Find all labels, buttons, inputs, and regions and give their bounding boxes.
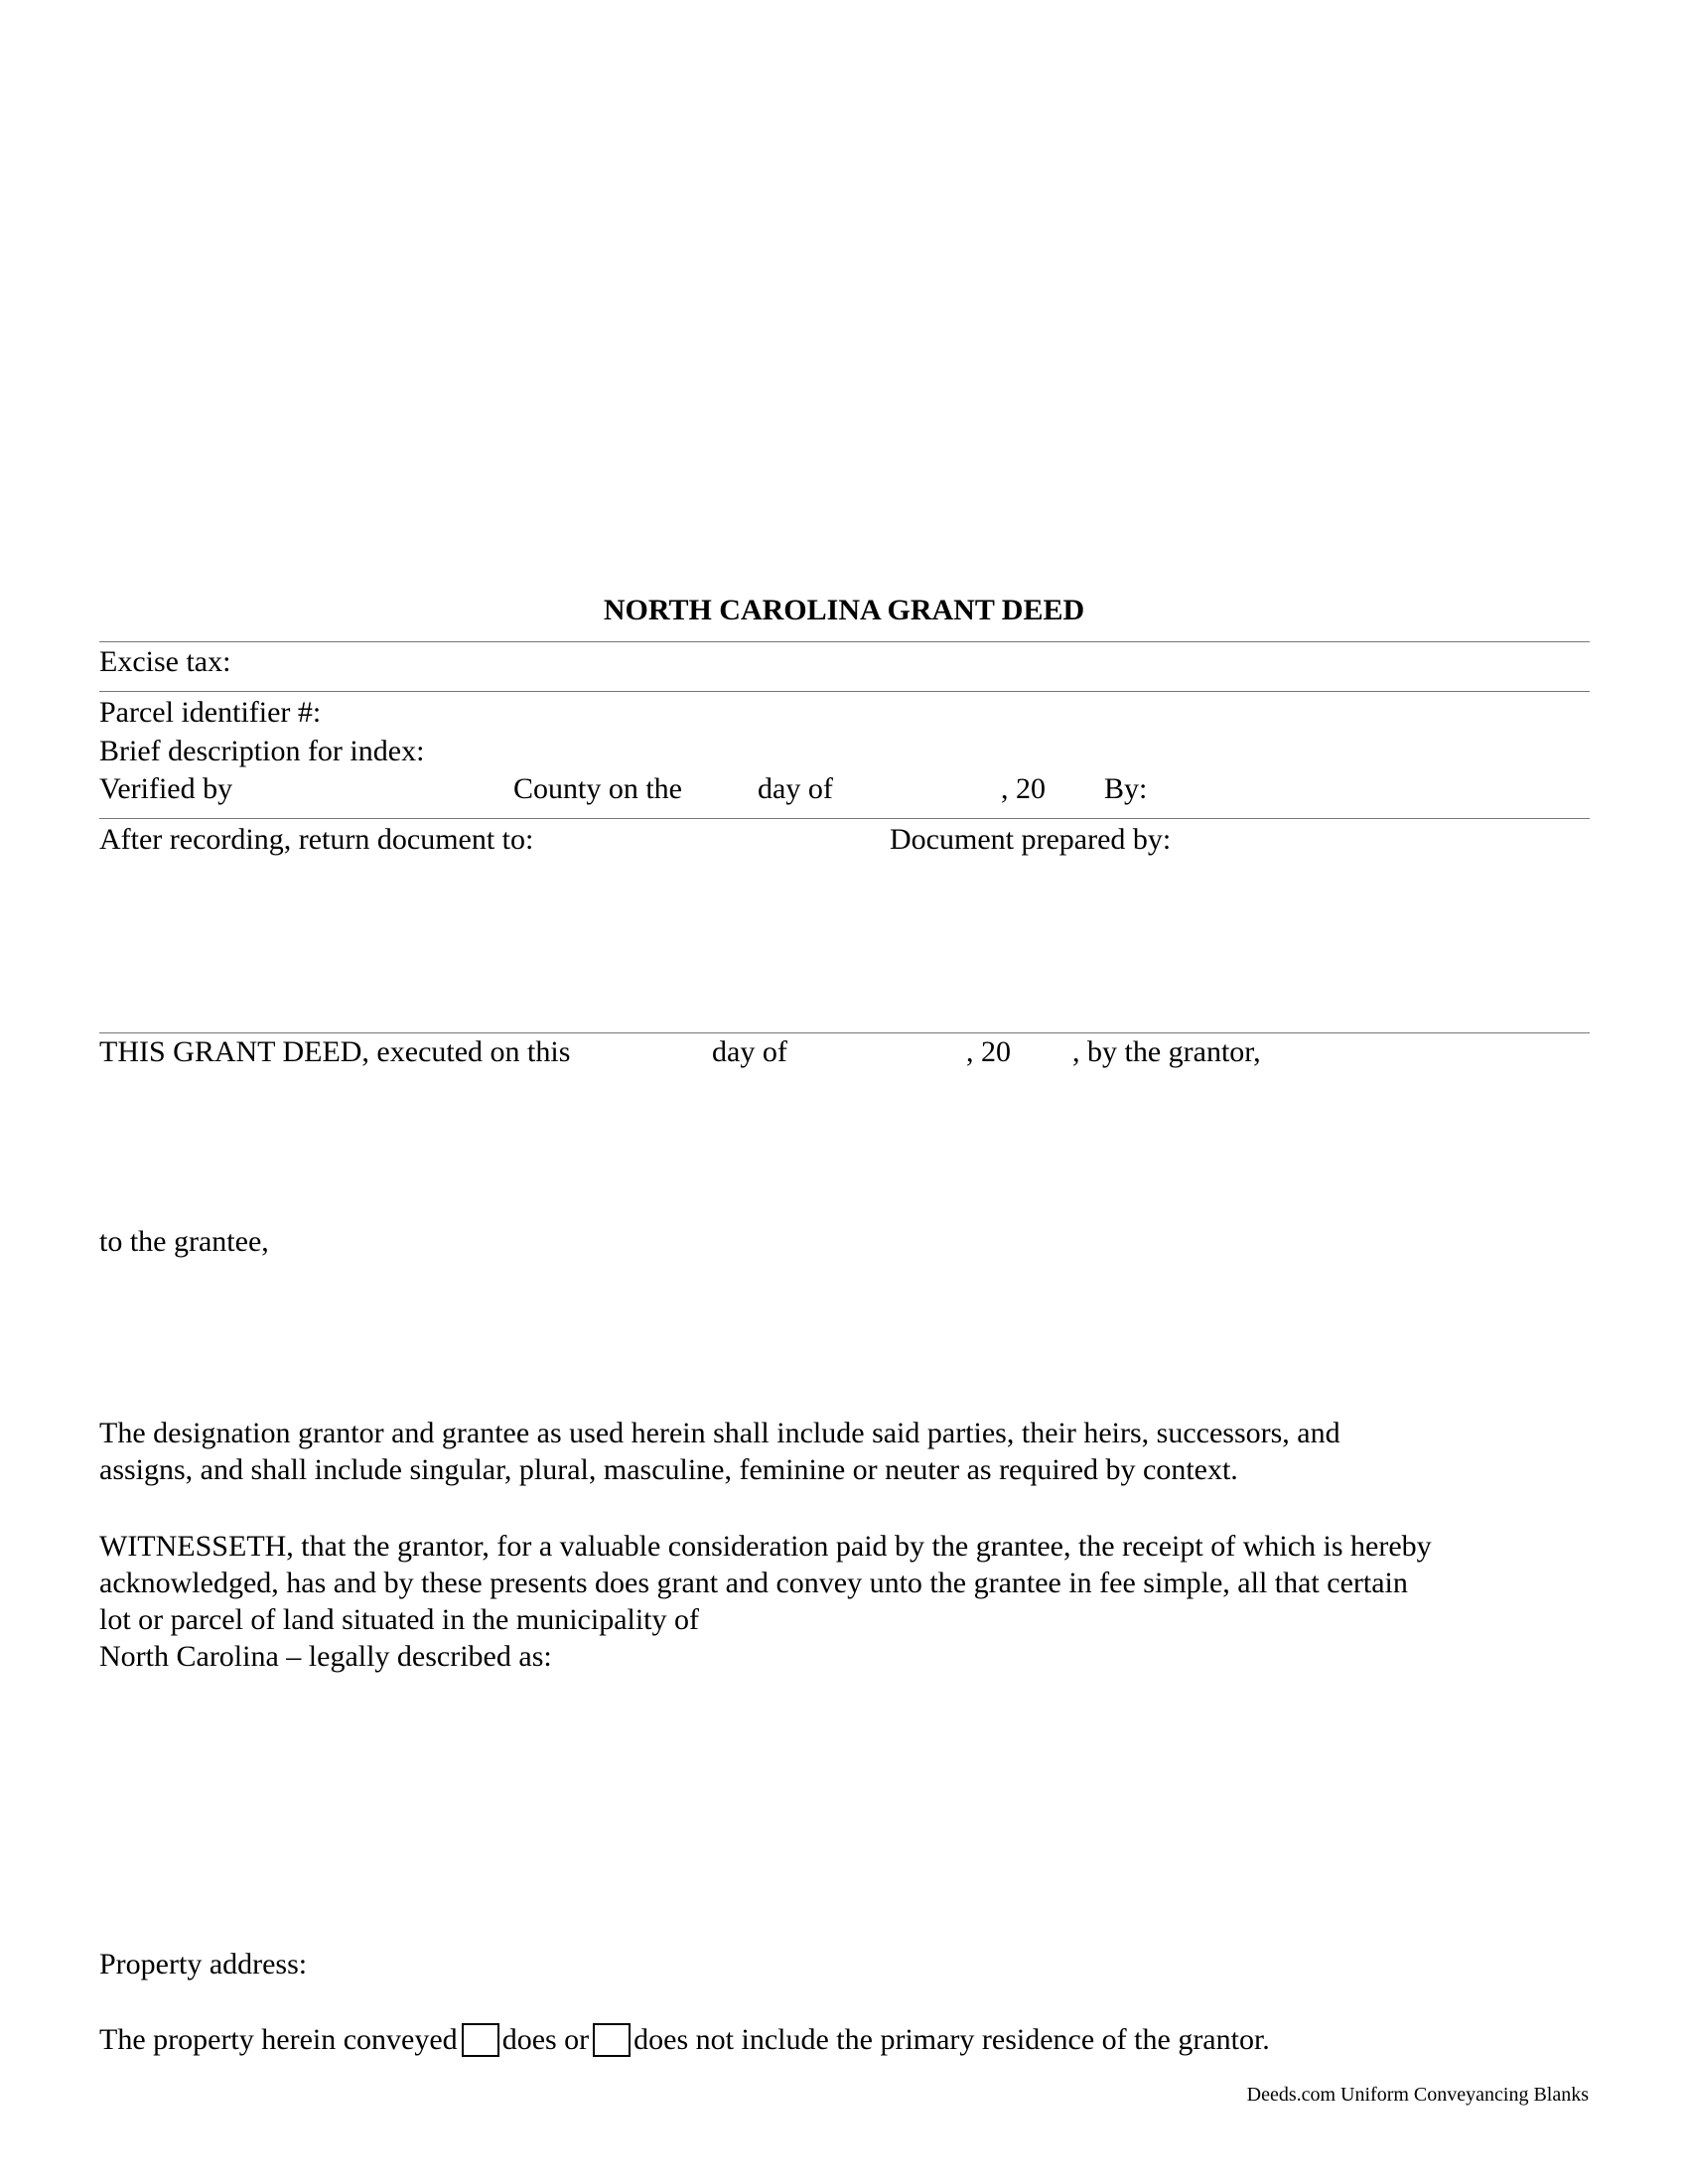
witnesseth-line: WITNESSETH, that the grantor, for a valuable consideration paid by the grantee, the receipt of which is hereby	[99, 1530, 1432, 1563]
witnesseth-line: North Carolina – legally described as:	[99, 1640, 552, 1673]
residence-does-not: does not include the primary residence of the grantor.	[633, 2023, 1270, 2056]
verified-by-label: Verified by	[99, 772, 233, 805]
witnesseth-paragraph	[99, 1528, 1609, 1675]
designation-line: The designation grantor and grantee as used herein shall include said parties, their heirs, successors, and	[99, 1417, 1340, 1449]
rule-line	[99, 641, 1590, 642]
execution-day-of: day of	[712, 1035, 787, 1068]
does-not-include-checkbox[interactable]	[593, 2023, 631, 2057]
designation-line: assigns, and shall include singular, plural, masculine, feminine or neuter as required by context.	[99, 1453, 1238, 1486]
does-include-checkbox[interactable]	[462, 2023, 499, 2057]
rule-line	[99, 691, 1590, 692]
witnesseth-line: acknowledged, has and by these presents does grant and convey unto the grantee in fee simple, all that certain	[99, 1567, 1408, 1599]
to-grantee-label: to the grantee,	[99, 1225, 269, 1258]
year-prefix-label: , 20	[1001, 772, 1046, 805]
residence-lead: The property herein conveyed	[99, 2023, 458, 2056]
execution-year-prefix: , 20	[966, 1035, 1011, 1068]
by-label: By:	[1104, 772, 1148, 805]
rule-line	[99, 1032, 1590, 1033]
property-address-label: Property address:	[99, 1948, 308, 1980]
document-title: NORTH CAROLINA GRANT DEED	[603, 594, 1085, 626]
primary-residence-statement	[99, 2023, 1270, 2057]
execution-lead: THIS GRANT DEED, executed on this	[99, 1035, 571, 1068]
rule-line	[99, 818, 1590, 819]
brief-description-label: Brief description for index:	[99, 735, 425, 767]
return-to-label: After recording, return document to:	[99, 823, 534, 856]
residence-does-or: does or	[501, 2023, 590, 2056]
county-on-the-label: County on the	[513, 772, 682, 805]
excise-tax-label: Excise tax:	[99, 645, 231, 678]
day-of-label: day of	[758, 772, 833, 805]
footer-text: Deeds.com Uniform Conveyancing Blanks	[1246, 2084, 1589, 2106]
witnesseth-line: lot or parcel of land situated in the municipality of	[99, 1603, 699, 1636]
parcel-identifier-label: Parcel identifier #:	[99, 696, 322, 729]
execution-by-grantor: , by the grantor,	[1072, 1035, 1261, 1068]
prepared-by-label: Document prepared by:	[890, 823, 1172, 856]
designation-paragraph	[99, 1415, 1609, 1488]
